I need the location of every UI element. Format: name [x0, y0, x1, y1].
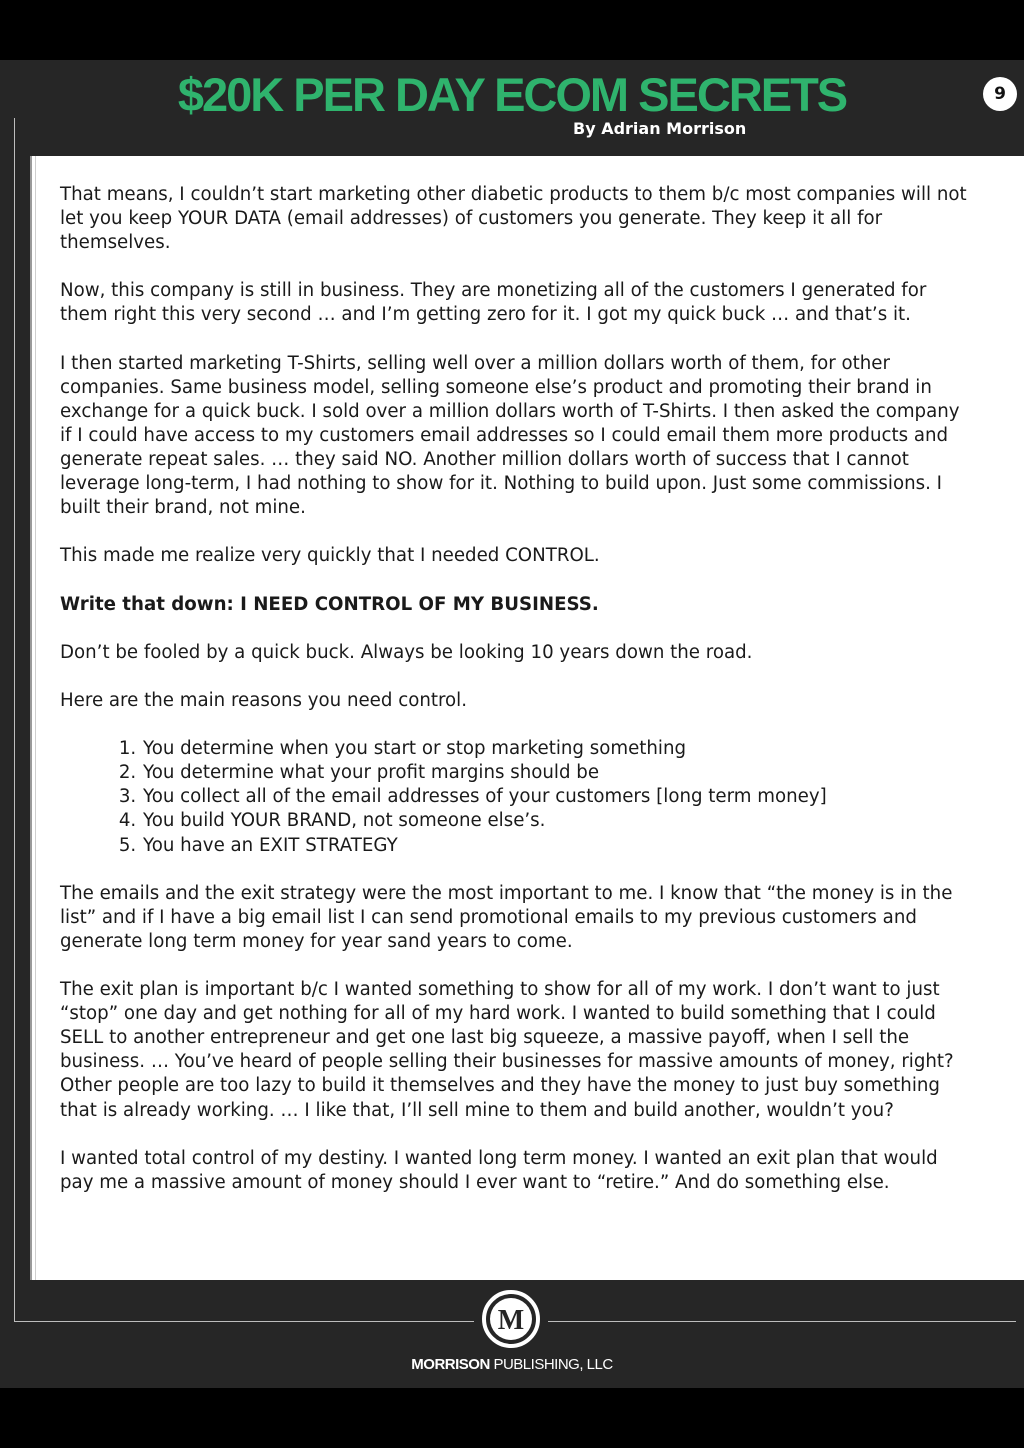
left-margin-rule [14, 118, 15, 1322]
reasons-list [60, 737, 975, 857]
logo-letter: M [497, 1305, 525, 1336]
list-item: 3. You collect all of the email addresses of your customers [long term money] [142, 785, 975, 809]
list-item: 4. You build YOUR BRAND, not someone else’s. [142, 809, 975, 833]
body-text [60, 183, 975, 1219]
paragraph: I wanted total control of my destiny. I wanted long term money. I wanted an exit plan that would pay me a massive amount of money should I ever want to “retire.” And do something else. [60, 1147, 938, 1193]
paragraph: Don’t be fooled by a quick buck. Always be looking 10 years down the road. [60, 641, 753, 663]
publisher-name-bold: MORRISON [411, 1356, 490, 1373]
document-page [0, 60, 1024, 1388]
paragraph: I then started marketing T-Shirts, selling well over a million dollars worth of them, for other companies. Same business model, selling someone else’s product and promoting their brand in exchange for a quick buck. I sold over a million dollars worth of T-Shirts. I then asked the company if I could have access to my customers email addresses so I could email them more products and generate repeat sales. … they said NO. Another million dollars worth of success that I cannot leverage long-term, I had nothing to show for it. Nothing to build upon. Just some commissions. I built their brand, not mine. [60, 352, 960, 519]
paragraph: This made me realize very quickly that I needed CONTROL. [60, 545, 600, 567]
footer-rule-left [14, 1321, 474, 1322]
footer-rule-right [548, 1321, 1016, 1322]
paragraph: Now, this company is still in business. They are monetizing all of the customers I generated for them right this very second … and I’m getting zero for it. I got my quick buck … and that’s it. [60, 280, 927, 326]
content-panel [30, 156, 1024, 1280]
page-title: $20K PER DAY ECOM SECRETS [177, 68, 847, 121]
publisher-logo-icon [480, 1288, 542, 1350]
page-number-badge: 9 [983, 77, 1017, 111]
paragraph: The emails and the exit strategy were the most important to me. I know that “the money is in the list” and if I have a big email list I can send promotional emails to my previous customers and generate long term money for year sand years to come. [60, 882, 953, 952]
content-inner-rule [35, 156, 36, 1280]
list-item: 5. You have an EXIT STRATEGY [142, 834, 975, 858]
list-item: 2. You determine what your profit margins should be [142, 761, 975, 785]
publisher-name-rest: PUBLISHING, LLC [489, 1356, 613, 1373]
paragraph: Here are the main reasons you need control. [60, 689, 468, 711]
list-item: 1. You determine when you start or stop marketing something [142, 737, 975, 761]
paragraph: The exit plan is important b/c I wanted something to show for all of my work. I don’t want to just “stop” one day and get nothing for all of my hard work. I wanted to build something that I could SELL to another entrepreneur and get one last big squeeze, a massive payoff, when I sell the business. … You’ve heard of people selling their businesses for massive amounts of money, right? Other people are too lazy to build it themselves and they have the money to just buy something that is already working. … I like that, I’ll sell mine to them and build another, wouldn’t you? [60, 979, 954, 1121]
publisher-name [0, 1356, 1024, 1373]
emphasis-paragraph: Write that down: I NEED CONTROL OF MY BUSINESS. [60, 593, 599, 615]
paragraph: That means, I couldn’t start marketing other diabetic products to them b/c most companies will not let you keep YOUR DATA (email addresses) of customers you generate. They keep it all for themselves. [60, 184, 967, 254]
author-byline: By Adrian Morrison [573, 119, 747, 138]
